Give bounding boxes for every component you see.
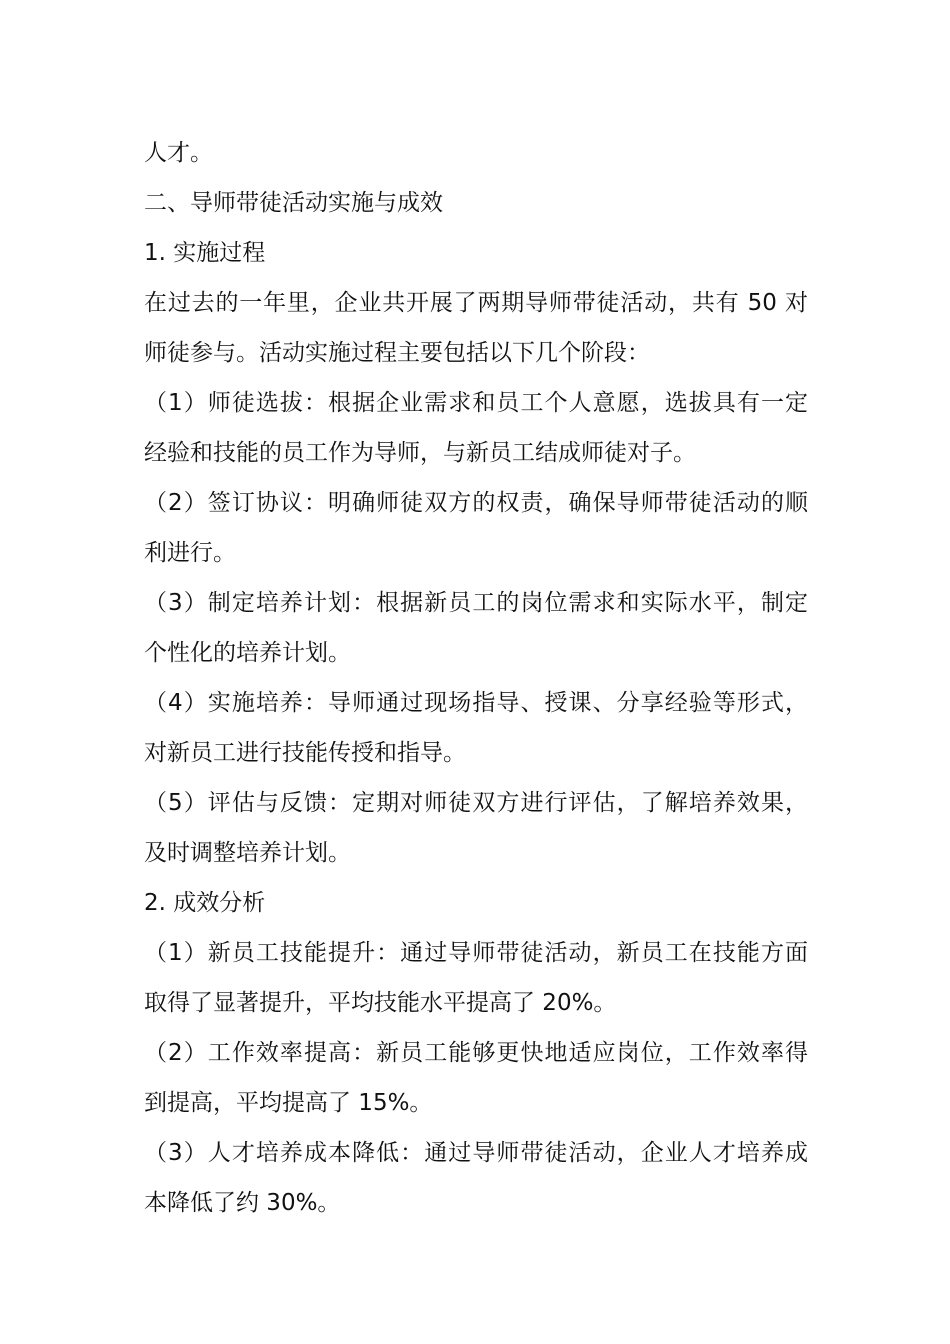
text-line: 经验和技能的员工作为导师，与新员工结成师徒对子。 (144, 440, 696, 466)
document-body (144, 128, 808, 1228)
list-item: （2）签订协议：明确师徒双方的权责，确保导师带徒活动的顺 (144, 490, 808, 516)
text-line: 师徒参与。活动实施过程主要包括以下几个阶段： (144, 340, 650, 366)
text-line: 个性化的培养计划。 (144, 640, 351, 666)
text-line: 对新员工进行技能传授和指导。 (144, 740, 466, 766)
list-item: （3）人才培养成本降低：通过导师带徒活动，企业人才培养成 (144, 1140, 808, 1166)
list-item: （1）师徒选拔：根据企业需求和员工个人意愿，选拔具有一定 (144, 390, 808, 416)
list-item: （2）工作效率提高：新员工能够更快地适应岗位，工作效率得 (144, 1040, 808, 1066)
text-line: 取得了显著提升，平均技能水平提高了 20%。 (144, 990, 617, 1016)
list-item: （4）实施培养：导师通过现场指导、授课、分享经验等形式， (144, 690, 808, 716)
subsection-heading: 1. 实施过程 (144, 240, 266, 266)
text-line: 本降低了约 30%。 (144, 1190, 341, 1216)
section-heading: 二、导师带徒活动实施与成效 (144, 190, 443, 216)
list-item: （1）新员工技能提升：通过导师带徒活动，新员工在技能方面 (144, 940, 808, 966)
text-line: 在过去的一年里，企业共开展了两期导师带徒活动，共有 50 对 (144, 290, 808, 316)
subsection-heading: 2. 成效分析 (144, 890, 266, 916)
text-line: 到提高，平均提高了 15%。 (144, 1090, 433, 1116)
list-item: （5）评估与反馈：定期对师徒双方进行评估，了解培养效果， (144, 790, 808, 816)
text-line: 利进行。 (144, 540, 236, 566)
text-line: 及时调整培养计划。 (144, 840, 351, 866)
text-line: 人才。 (144, 140, 213, 166)
list-item: （3）制定培养计划：根据新员工的岗位需求和实际水平，制定 (144, 590, 808, 616)
